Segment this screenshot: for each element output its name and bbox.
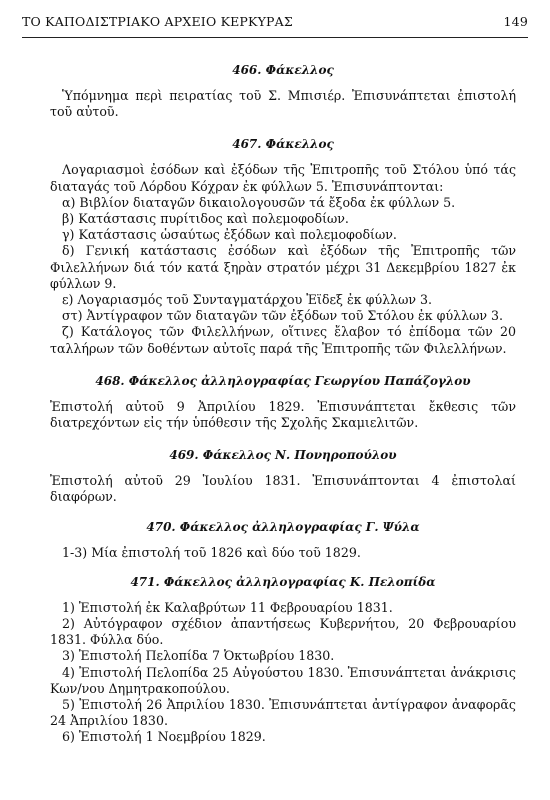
page-body xyxy=(50,62,516,746)
list-item: 6) Ἐπιστολή 1 Νοεμβρίου 1829. xyxy=(62,729,266,745)
header-rule xyxy=(22,37,528,38)
list-item: ζ) Κατάλογος τῶν Φιλελλήνων, οἵτινες ἔλαβον τό ἐπίδομα τῶν 20 ταλλήρων τῶν δοθέντων αὐτοῖς παρά τῆς Ἐπιτροπῆς τῶν Φιλελλήνων. xyxy=(50,324,516,356)
list-item: ε) Λογαριασμός τοῦ Συνταγματάρχου Ἐϊδεξ ἐκ φύλλων 3. xyxy=(62,292,433,308)
page-number: 149 xyxy=(503,14,528,29)
entry-text: Ὑπόμνημα περὶ πειρατίας τοῦ Σ. Μπισιέρ. Ἐπισυνάπτεται ἐπιστολή τοῦ αὐτοῦ. xyxy=(50,88,516,120)
entry-text: 1-3) Μία ἐπιστολή τοῦ 1826 καὶ δύο τοῦ 1829. xyxy=(62,544,361,560)
entry-title: 470. Φάκελλος ἀλληλογραφίας Γ. Ψύλα xyxy=(146,519,420,534)
entry-466 xyxy=(50,62,516,120)
entry-title: 469. Φάκελλος Ν. Πονηροπούλου xyxy=(169,448,397,463)
list-item: 5) Ἐπιστολή 26 Ἀπριλίου 1830. Ἐπισυνάπτεται ἀντίγραφον ἀναφορᾶς 24 Ἀπριλίου 1830. xyxy=(50,697,516,729)
entry-title: 471. Φάκελλος ἀλληλογραφίας Κ. Πελοπίδα xyxy=(130,574,436,589)
list-item: στ) Ἀντίγραφον τῶν διαταγῶν τῶν ἐξόδων τοῦ Στόλου ἐκ φύλλων 3. xyxy=(62,308,504,324)
entry-469 xyxy=(50,447,516,505)
entry-text: Λογαριασμοὶ ἐσόδων καὶ ἐξόδων τῆς Ἐπιτροπῆς τοῦ Στόλου ὑπό τάς διαταγάς τοῦ Λόρδου Κόχραν ἐκ φύλλων 5. Ἐπισυνάπτονται: xyxy=(50,162,516,194)
entry-471 xyxy=(50,574,516,746)
list-item: 1) Ἐπιστολή ἐκ Καλαβρύτων 11 Φεβρουαρίου 1831. xyxy=(62,599,393,615)
entry-title: 468. Φάκελλος ἀλληλογραφίας Γεωργίου Παπάζογλου xyxy=(95,373,471,388)
entry-468 xyxy=(50,373,516,431)
entry-text: Ἐπιστολή αὐτοῦ 9 Ἀπριλίου 1829. Ἐπισυνάπτεται ἔκθεσις τῶν διατρεχόντων εἰς τήν ὑπόθεσιν τῆς Σχολῆς Σκαμιελιτῶν. xyxy=(50,398,516,431)
list-item: δ) Γενική κατάστασις ἐσόδων καὶ ἐξόδων τῆς Ἐπιτροπῆς τῶν Φιλελλήνων διά τόν κατά ξηρὰν στρατόν μέχρι 31 Δεκεμβρίου 1827 ἐκ φύλλων 9. xyxy=(50,243,516,291)
list-item: α) Βιβλίον διαταγῶν δικαιολογουσῶν τά ἔξοδα ἐκ φύλλων 5. xyxy=(62,194,456,210)
entry-title: 467. Φάκελλος xyxy=(232,137,334,152)
entry-470 xyxy=(50,519,516,561)
entry-text: Ἐπιστολή αὐτοῦ 29 Ἰουλίου 1831. Ἐπισυνάπτονται 4 ἐπιστολαί διαφόρων. xyxy=(50,473,516,505)
entry-title: 466. Φάκελλος xyxy=(232,63,334,77)
list-item: 4) Ἐπιστολή Πελοπίδα 25 Αὐγούστου 1830. Ἐπισυνάπτεται ἀνάκρισις Κων/νου Δημητρακοπούλου. xyxy=(50,664,516,696)
header-title: ΤΟ ΚΑΠΟΔΙΣΤΡΙΑΚΟ ΑΡΧΕΙΟ ΚΕΡΚΥΡΑΣ xyxy=(22,14,293,29)
list-item: γ) Κατάστασις ὡσαύτως ἐξόδων καὶ πολεμοφοδίων. xyxy=(62,227,397,243)
list-item: 3) Ἐπιστολή Πελοπίδα 7 Ὀκτωβρίου 1830. xyxy=(62,648,335,664)
entry-467 xyxy=(50,136,516,356)
list-item: 2) Αὐτόγραφον σχέδιον ἀπαντήσεως Κυβερνήτου, 20 Φεβρουαρίου 1831. Φύλλα δύο. xyxy=(50,616,516,648)
running-header xyxy=(22,14,528,29)
list-item: β) Κατάστασις πυρίτιδος καὶ πολεμοφοδίων. xyxy=(62,211,349,227)
